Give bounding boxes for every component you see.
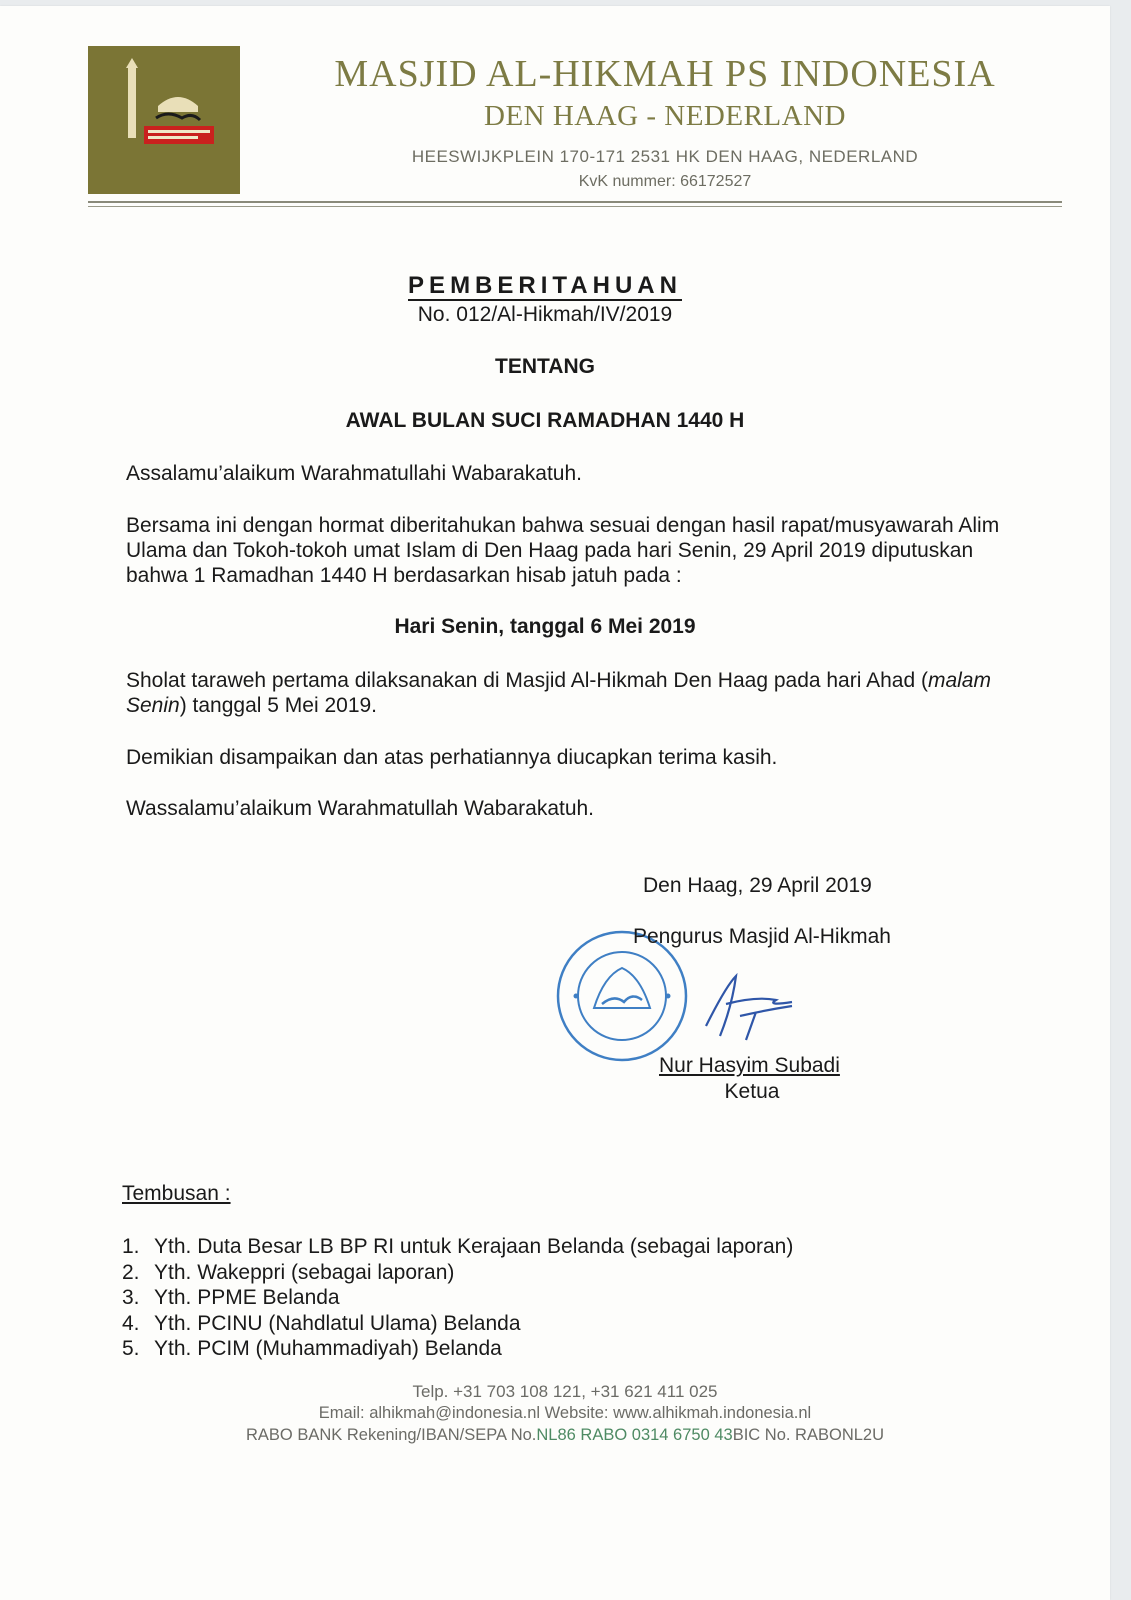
letter-number: No. 012/Al-Hikmah/IV/2019 <box>417 303 673 326</box>
signature-organization: Pengurus Masjid Al-Hikmah <box>633 925 891 948</box>
org-city: DEN HAAG - NEDERLAND <box>484 100 846 132</box>
handwritten-signature-icon <box>696 966 816 1051</box>
cc-item: 2. Yth. Wakeppri (sebagai laporan) <box>122 1260 455 1284</box>
footer-contact: Email: alhikmah@indonesia.nl Website: www.alhikmah.indonesia.nl <box>318 1404 812 1422</box>
header-divider-thin <box>88 206 1062 207</box>
signatory-role: Ketua <box>724 1080 780 1103</box>
closing-paragraph: Demikian disampaikan dan atas perhatiannya diucapkan terima kasih. <box>126 746 778 769</box>
ramadhan-start-date: Hari Senin, tanggal 6 Mei 2019 <box>394 615 696 638</box>
cc-item: 4. Yth. PCINU (Nahdlatul Ulama) Belanda <box>122 1311 521 1335</box>
cc-item: 3. Yth. PPME Belanda <box>122 1286 340 1309</box>
cc-item: 1. Yth. Duta Besar LB BP RI untuk Kerajaan Belanda (sebagai laporan) <box>122 1235 794 1258</box>
cc-title: Tembusan : <box>122 1182 231 1205</box>
footer-bank: RABO BANK Rekening/IBAN/SEPA No.NL86 RABO 0314 6750 43BIC No. RABONL2U <box>245 1426 884 1444</box>
footer-phone: Telp. +31 703 108 121, +31 621 411 025 <box>412 1382 718 1401</box>
letter-about: TENTANG <box>495 355 595 378</box>
org-address: HEESWIJKPLEIN 170-171 2531 HK DEN HAAG, NEDERLAND <box>411 147 919 166</box>
letter-page <box>0 6 1110 1600</box>
header-divider <box>88 201 1062 203</box>
body-paragraph-1: Bersama ini dengan hormat diberitahukan bahwa sesuai dengan hasil rapat/musyawarah Alim Ulama dan Tokoh-tokoh umat Islam di Den Haag pada hari Senin, 29 April 2019 diputuskan bahwa 1 Ramadhan 1440 H berdasarkan hisab jatuh pada : <box>126 514 1000 587</box>
closing-salam: Wassalamu’alaikum Warahmatullah Wabarakatuh. <box>126 797 595 820</box>
org-name: MASJID AL-HIKMAH PS INDONESIA <box>334 53 996 95</box>
cc-item: 5. Yth. PCIM (Muhammadiyah) Belanda <box>122 1337 502 1360</box>
footer-iban: NL86 RABO 0314 6750 43 <box>536 1426 733 1444</box>
mosque-stamp-icon <box>554 928 690 1069</box>
letter-subject: AWAL BULAN SUCI RAMADHAN 1440 H <box>345 409 745 432</box>
org-kvk-number: KvK nummer: 66172527 <box>578 173 752 190</box>
letter-title: PEMBERITAHUAN <box>408 272 682 299</box>
italic-phrase: malam Senin <box>126 669 991 717</box>
greeting: Assalamu’alaikum Warahmatullahi Wabarakatuh. <box>126 462 582 485</box>
cc-list <box>122 1234 793 1362</box>
body-paragraph-2: Sholat taraweh pertama dilaksanakan di Masjid Al-Hikmah Den Haag pada hari Ahad (malam Senin) tanggal 5 Mei 2019. <box>126 669 991 717</box>
signatory-name: Nur Hasyim Subadi <box>659 1054 840 1077</box>
signature-place-date: Den Haag, 29 April 2019 <box>643 874 872 897</box>
mosque-logo-icon <box>88 46 240 194</box>
